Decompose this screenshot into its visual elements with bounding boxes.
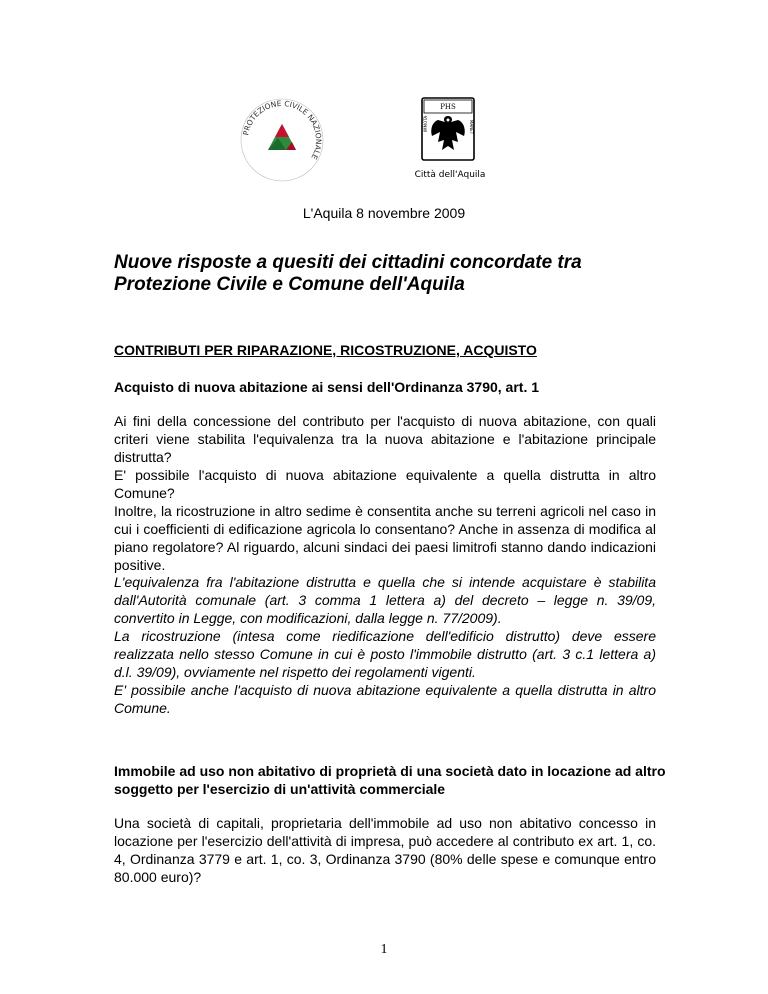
svg-text:PHS: PHS (440, 103, 456, 111)
svg-text:MANET: MANET (469, 120, 474, 135)
page-number: 1 (380, 942, 388, 957)
svg-text:PROTEZIONE CIVILE NAZIONALE: PROTEZIONE CIVILE NAZIONALE (241, 98, 324, 161)
block1-heading: Acquisto di nuova abitazione ai sensi dell'Ordinanza 3790, art. 1 (114, 379, 540, 395)
section-heading: CONTRIBUTI PER RIPARAZIONE, RICOSTRUZIONE, ACQUISTO (114, 342, 537, 358)
block1-question-paragraph: Ai fini della concessione del contributo per l'acquisto di nuova abitazione, con quali criteri viene stabilita l'equivalenza tra la nuova abitazione e l'abitazione principale distrutta? (114, 413, 656, 465)
citta-aquila-logo (418, 96, 478, 166)
block2-question-paragraph: Una società di capitali, proprietaria dell'immobile ad uso non abitativo concesso in locazione per l'esercizio dell'attività di impresa, può accedere al contributo ex art. 1, co. 4, Ordinanza 3779 e art. 1, co. 3, Ordinanza 3790 (80% delle spese e comunque entro 80.000 euro)? (114, 815, 656, 885)
block2-question (114, 814, 656, 886)
document-title: Nuove risposte a quesiti dei cittadini concordate tra Protezione Civile e Comune dell'Aquila (114, 252, 582, 295)
header-logos (0, 96, 768, 186)
protezione-civile-logo (240, 98, 324, 182)
block1-answer (114, 573, 656, 717)
block2-heading: Immobile ad uso non abitativo di proprietà di una società dato in locazione ad altro soggetto per l'esercizio di un'attività commerciale (114, 763, 666, 797)
document-date: L'Aquila 8 novembre 2009 (302, 205, 466, 221)
block1-question-paragraph: E' possibile l'acquisto di nuova abitazione equivalente a quella distrutta in altro Comune? (114, 467, 656, 501)
block1-answer-paragraph: E' possibile anche l'acquisto di nuova abitazione equivalente a quella distrutta in altro Comune. (114, 682, 656, 716)
block1-answer-paragraph: L'equivalenza fra l'abitazione distrutta e quella che si intende acquistare è stabilita dall'Autorità comunale (art. 3 comma 1 lettera a) del decreto – legge n. 39/09, convertito in Legge, con modificazioni, dalla legge n. 77/2009). (114, 574, 656, 626)
block1-answer-paragraph: La ricostruzione (intesa come riedificazione dell'edificio distrutto) deve essere realizzata nello stesso Comune in cui è posto l'immobile distrutto (art. 3 c.1 lettera a) d.l. 39/09), ovviamente nel rispetto dei regolamenti vigenti. (114, 628, 656, 680)
svg-text:IMMOTA: IMMOTA (423, 115, 428, 132)
block1-question-paragraph: Inoltre, la ricostruzione in altro sedime è consentita anche su terreni agricoli nel caso in cui i coefficienti di edificazione agricola lo consentano? Anche in assenza di modifica al piano regolatore? Al riguardo, alcuni sindaci dei paesi limitrofi stanno dando indicazioni positive. (114, 503, 656, 573)
citta-aquila-caption: Città dell'Aquila (414, 170, 486, 180)
block1-question (114, 412, 656, 574)
